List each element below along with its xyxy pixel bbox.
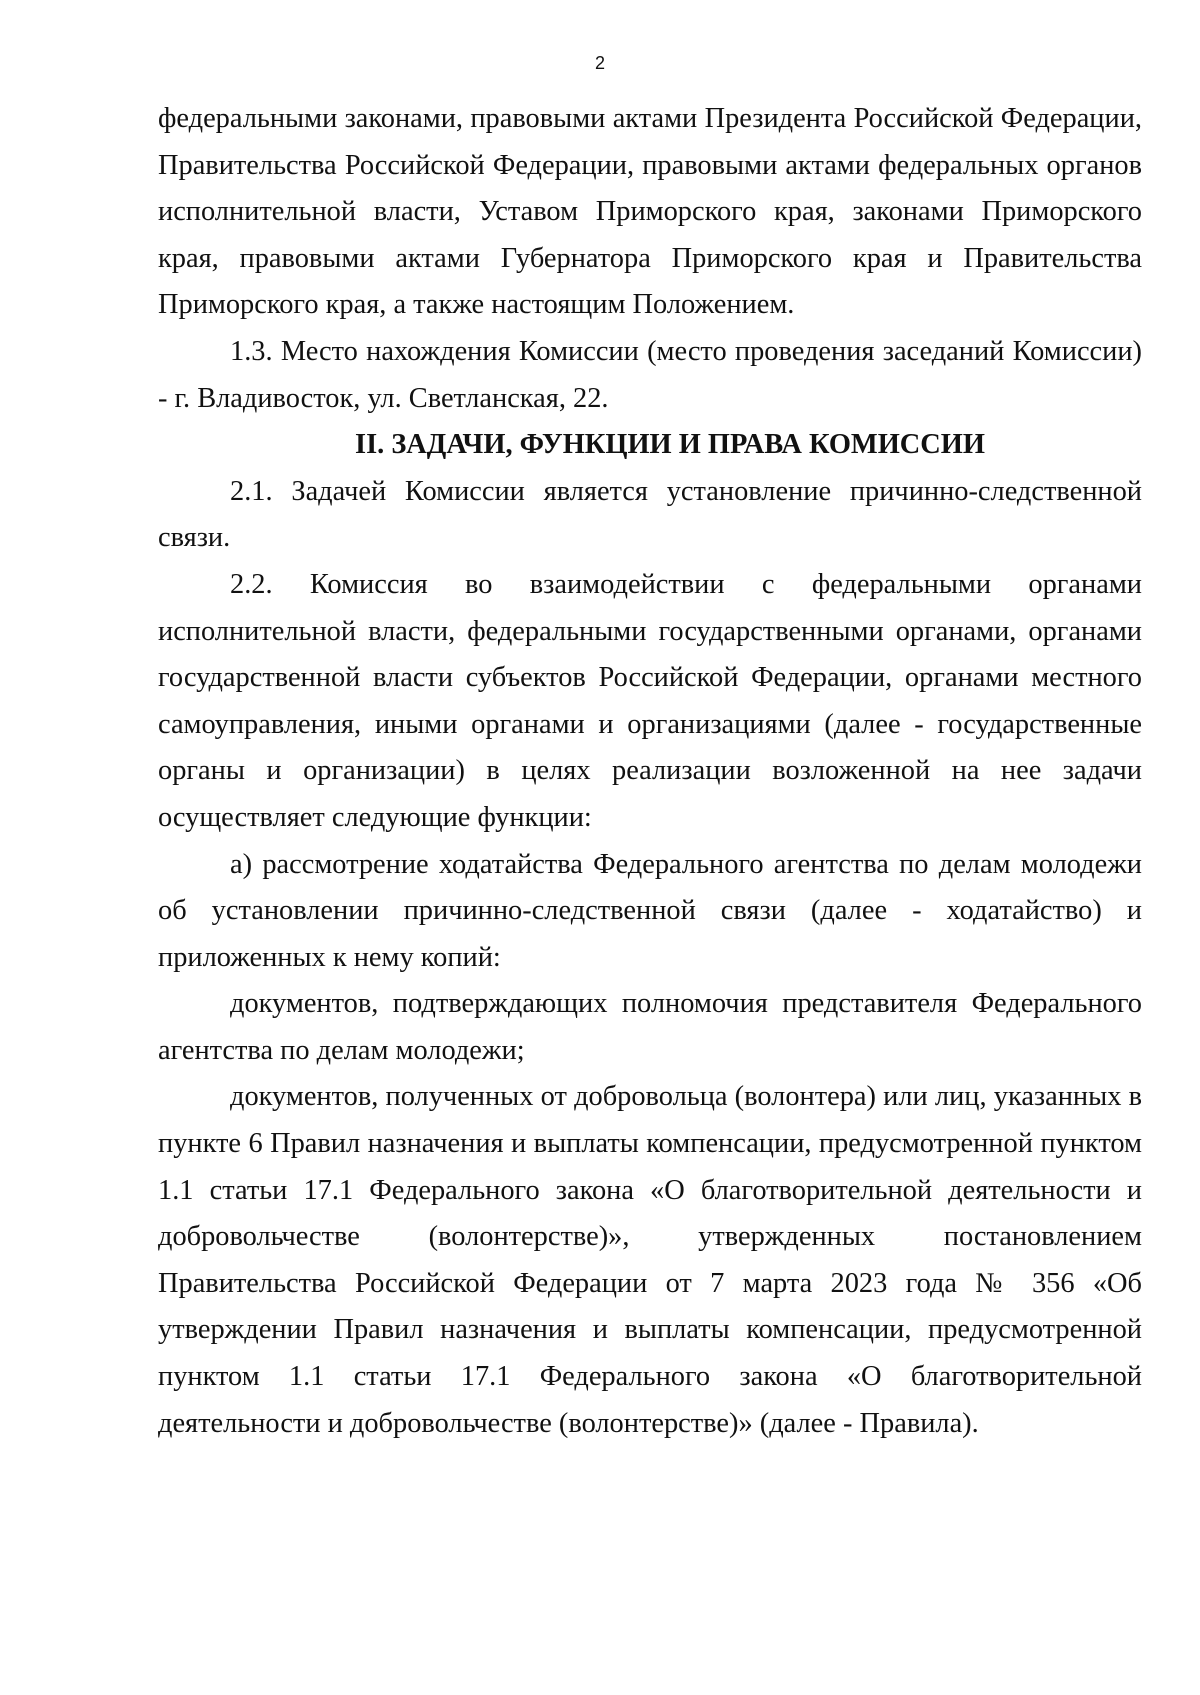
section-heading: II. ЗАДАЧИ, ФУНКЦИИ И ПРАВА КОМИССИИ <box>355 429 985 461</box>
page-number: 2 <box>594 53 605 73</box>
paragraph-documents-1: документов, подтверждающих полномочия представителя Федерального агентства по делам молодежи; <box>158 988 1142 1066</box>
paragraph-documents-2: документов, полученных от добровольца (волонтера) или лиц, указанных в пункте 6 Правил назначения и выплаты компенсации, предусмотренной пунктом 1.1 статьи 17.1 Федерального закона «О благотворительной деятельности и добровольчестве (волонтерстве)», утвержденных постановлением Правительства Российской Федерации от 7 марта 2023 года № 356 «Об утверждении Правил назначения и выплаты компенсации, предусмотренной пунктом 1.1 статьи 17.1 Федерального закона «О благотворительной деятельности и добровольчестве (волонтерстве)» (далее - Правила). <box>158 1081 1142 1439</box>
paragraph-2-2: 2.2. Комиссия во взаимодействии с федеральными органами исполнительной власти, федеральными государственными органами, органами государственной власти субъектов Российской Федерации, органами местного самоуправления, иными органами и организациями (далее - государственные органы и организации) в целях реализации возложенной на нее задачи осуществляет следующие функции: <box>158 568 1142 833</box>
paragraph-2-1: 2.1. Задачей Комиссии является установление причинно-следственной связи. <box>158 475 1142 554</box>
paragraph-a: а) рассмотрение ходатайства Федерального агентства по делам молодежи об установлении причинно-следственной связи (далее - ходатайство) и приложенных к нему копий: <box>158 848 1142 973</box>
paragraph-continuation: федеральными законами, правовыми актами Президента Российской Федерации, Правительства Российской Федерации, правовыми актами федеральных органов исполнительной власти, Уставом Приморского края, законами Приморского края, правовыми актами Губернатора Приморского края и Правительства Приморского края, а также настоящим Положением. <box>158 103 1142 321</box>
document-body <box>158 96 1142 1447</box>
paragraph-1-3: 1.3. Место нахождения Комиссии (место проведения заседаний Комиссии) - г. Владивосток, ул. Светланская, 22. <box>158 335 1142 414</box>
